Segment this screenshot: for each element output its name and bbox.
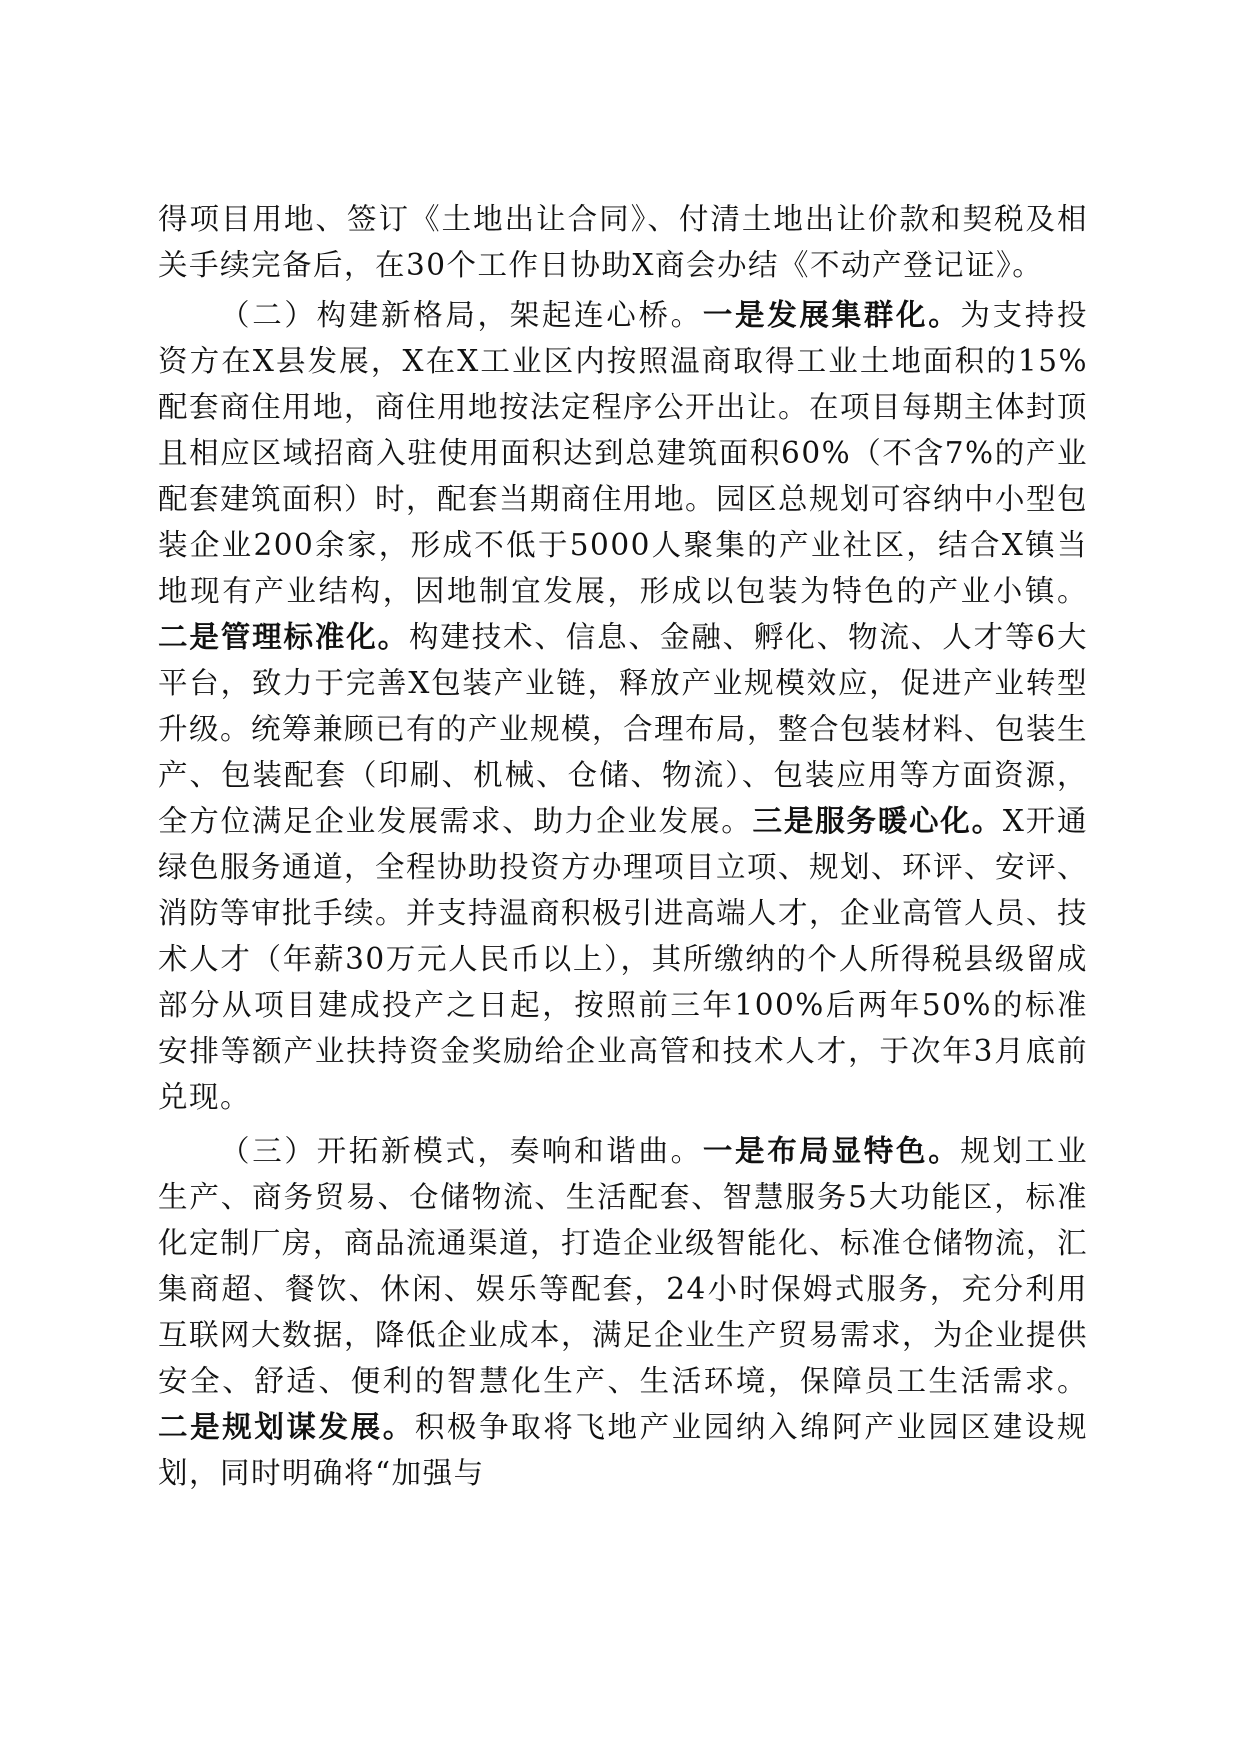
paragraph-text: X开通绿色服务通道，全程协助投资方办理项目立项、规划、环评、安评、消防等审批手续。并支持温商积极引进高端人才，企业高管人员、技术人才（年薪30万元人民币以上），其所缴纳的个人所得税县级留成部分从项目建成投产之日起，按照前三年100%后两年50%的标准安排等额产业扶持资金奖励给企业高管和技术人才，于次年3月底前兑现。 (158, 804, 1089, 1114)
bold-point-heading: 一是布局显特色。 (702, 1133, 961, 1168)
section-heading: （二）构建新格局，架起连心桥。 (220, 298, 703, 332)
bold-point-heading: 三是服务暖心化。 (752, 803, 1003, 838)
paragraph-section-3 (158, 1128, 1088, 1496)
paragraph-text: 得项目用地、签订《土地出让合同》、付清土地出让价款和契税及相关手续完备后，在30个工作日协助X商会办结《不动产登记证》。 (158, 202, 1088, 282)
paragraph-text: 规划工业生产、商务贸易、仓储物流、生活配套、智慧服务5大功能区，标准化定制厂房，商品流通渠道，打造企业级智能化、标准仓储物流，汇集商超、餐饮、休闲、娱乐等配套，24小时保姆式服务，充分利用互联网大数据，降低企业成本，满足企业生产贸易需求，为企业提供安全、舒适、便利的智慧化生产、生活环境，保障员工生活需求。 (158, 1134, 1089, 1398)
bold-point-heading: 二是规划谋发展。 (158, 1409, 415, 1444)
paragraph-section-2 (158, 292, 1088, 1120)
paragraph-text: 为支持投资方在X县发展，X在X工业区内按照温商取得工业土地面积的15%配套商住用地，商住用地按法定程序公开出让。在项目每期主体封顶且相应区域招商入驻使用面积达到总建筑面积60%（不含7%的产业配套建筑面积）时，配套当期商住用地。园区总规划可容纳中小型包装企业200余家，形成不低于5000人聚集的产业社区，结合X镇当地现有产业结构，因地制宜发展，形成以包装为特色的产业小镇。 (158, 298, 1089, 608)
document-body (158, 196, 1088, 1496)
section-heading: （三）开拓新模式，奏响和谐曲。 (220, 1134, 703, 1168)
bold-point-heading: 二是管理标准化。 (158, 619, 409, 654)
bold-point-heading: 一是发展集群化。 (702, 297, 961, 332)
paragraph-text: 构建技术、信息、金融、孵化、物流、人才等6大平台，致力于完善X包装产业链，释放产业规模效应，促进产业转型升级。统筹兼顾已有的产业规模，合理布局，整合包装材料、包装生产、包装配套（印刷、机械、仓储、物流）、包装应用等方面资源，全方位满足企业发展需求、助力企业发展。 (158, 620, 1089, 838)
paragraph-continuation (158, 196, 1088, 288)
paragraph-text: 积极争取将飞地产业园纳入绵阿产业园区建设规划，同时明确将“加强与 (158, 1410, 1088, 1490)
